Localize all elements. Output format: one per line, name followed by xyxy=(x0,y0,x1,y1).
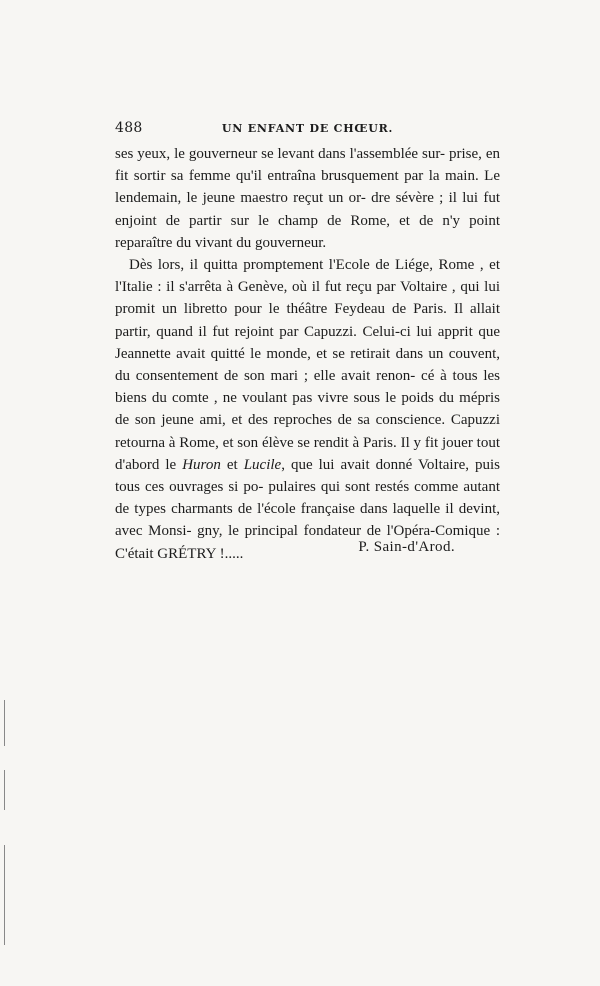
margin-scan-mark xyxy=(4,845,5,945)
paragraph-2-part-1: Dès lors, il quitta promptement l'Ecole de Liége, Rome , et l'Italie : il s'arrêta à Genève, où il fut reçu par Voltaire , qui lui promit un libretto pour le théâtre Feydeau de Paris. Il allait partir, quand il fut rejoint par Capuzzi. Celui-ci lui apprit que Jeannette avait quitté le monde, et se retirait dans un couvent, du consentement de son mari ; elle avait renon- cé à tous les biens du comte , ne voulant pas vivre sous le poids du mépris de son jeune ami, et des reproches de sa conscience. Capuzzi retourna à Rome, et son élève se rendit à Paris. Il y fit jouer tout d'abord le xyxy=(115,257,500,473)
page-header xyxy=(115,120,500,136)
paragraph-1: ses yeux, le gouverneur se levant dans l'assemblée sur- prise, en fit sortir sa femme qu'il entraîna brusquement par la main. Le lendemain, le jeune maestro reçut un or- dre sévère ; il lui fut enjoint de partir sur le champ de Rome, et de n'y point reparaître du vivant du gouverneur. xyxy=(115,146,500,251)
paragraph-2-part-3: , que lui avait donné Voltaire, puis tous ces ouvrages si po- pulaires qui sont restés comme autant de types charmants de l'école française dans laquelle il devint, avec Monsi- gny, le principal fondateur de l'Opéra-Comique : C'était GRÉTRY !..... xyxy=(115,456,500,562)
page-number: 488 xyxy=(115,120,143,136)
running-title: UN ENFANT DE CHŒUR. xyxy=(221,122,394,135)
work-title-lucile: Lucile xyxy=(243,456,282,473)
author-signature: P. Sain-d'Arod. xyxy=(358,539,455,555)
paragraph-2 xyxy=(115,254,500,565)
margin-scan-mark xyxy=(4,700,5,746)
work-title-huron: Huron xyxy=(182,456,221,473)
paragraph-2-part-2: et xyxy=(220,456,244,473)
margin-scan-mark xyxy=(4,770,5,810)
body-text xyxy=(115,143,500,565)
